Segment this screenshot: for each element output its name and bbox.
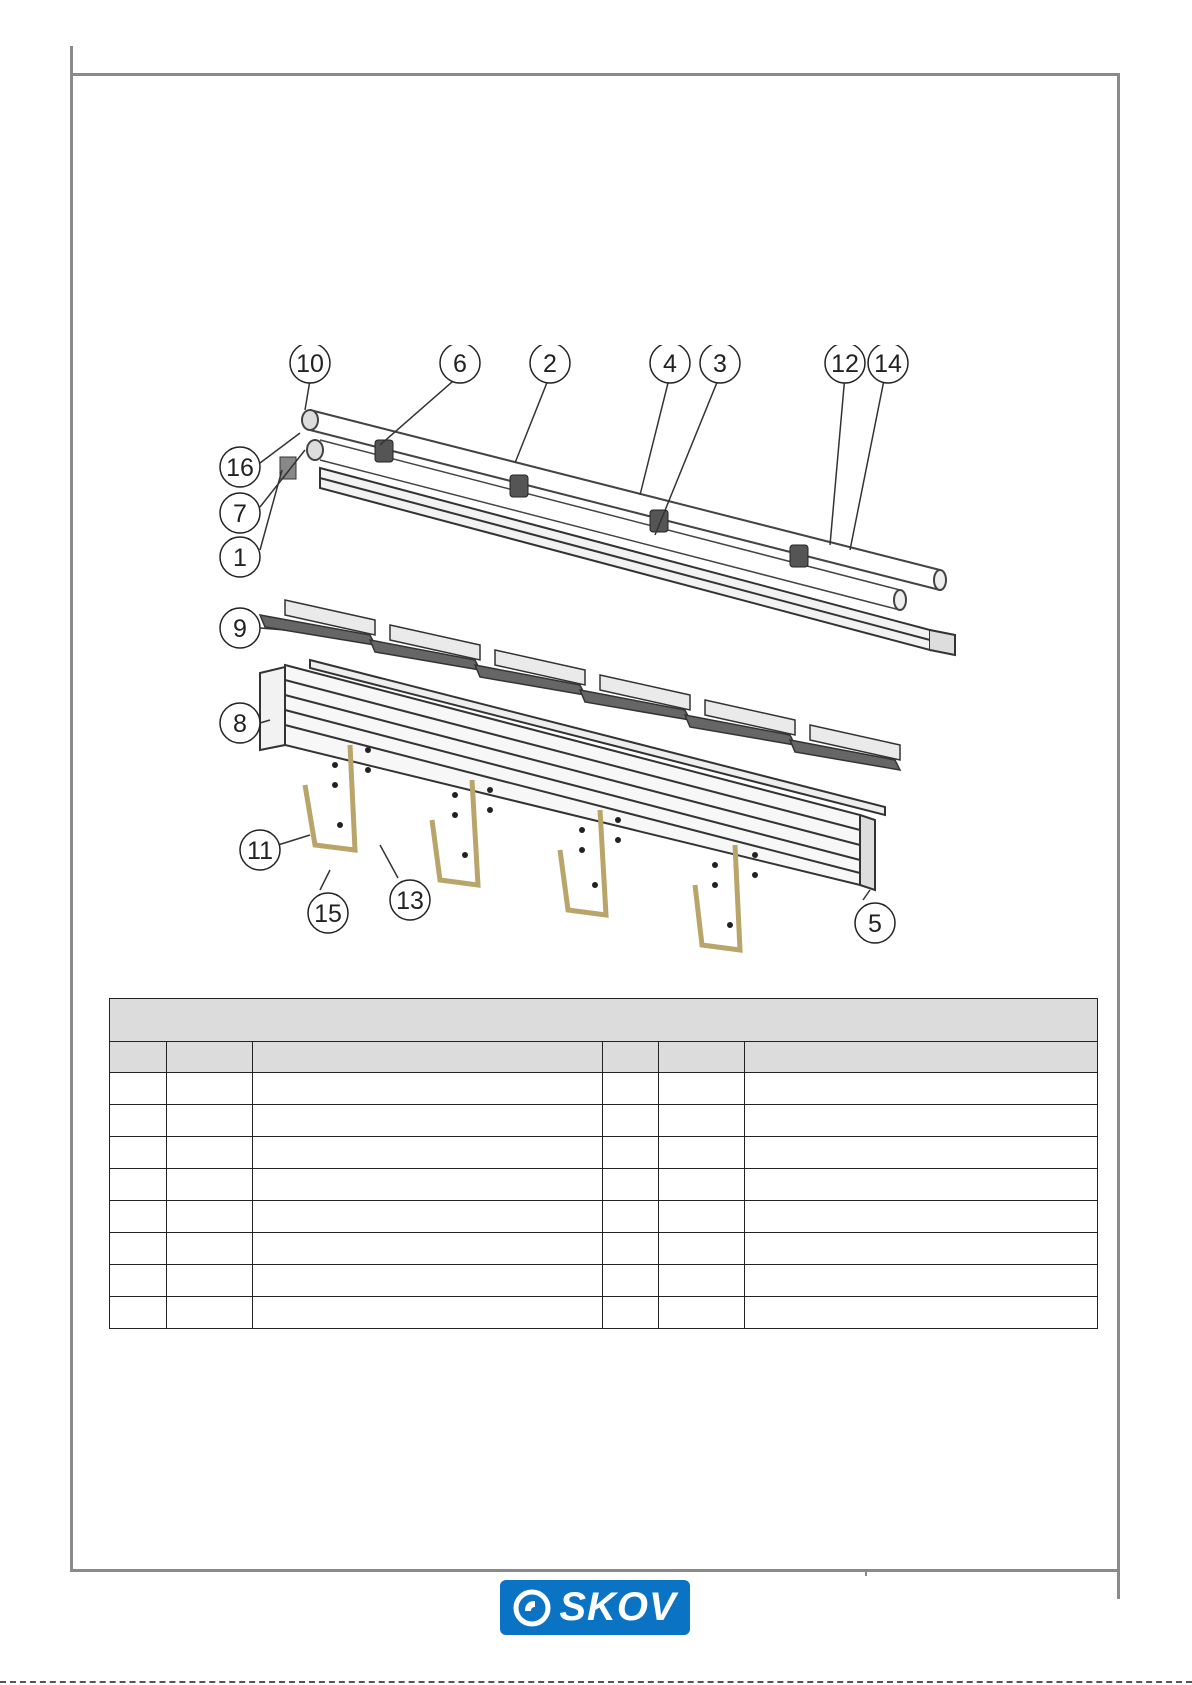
svg-text:1: 1 (233, 544, 247, 572)
table-cell (167, 1297, 253, 1329)
table-cell (603, 1201, 659, 1233)
table-cell (745, 1073, 1098, 1105)
header-cell (603, 1042, 659, 1073)
table-cell (745, 1105, 1098, 1137)
table-cell (167, 1233, 253, 1265)
table-row (110, 1169, 1098, 1201)
callout-4 (650, 345, 690, 383)
table-cell (745, 1297, 1098, 1329)
header-cell (745, 1042, 1098, 1073)
page-frame-right (1117, 73, 1120, 1571)
table-cell (167, 1137, 253, 1169)
table-cell (659, 1073, 745, 1105)
svg-text:9: 9 (233, 615, 247, 643)
exploded-assembly-diagram (210, 345, 970, 985)
table-cell (110, 1073, 167, 1105)
table-cell (745, 1201, 1098, 1233)
svg-text:10: 10 (296, 350, 324, 378)
table-cell (603, 1105, 659, 1137)
table-cell (745, 1137, 1098, 1169)
table-cell (167, 1169, 253, 1201)
svg-text:8: 8 (233, 710, 247, 738)
table-cell (110, 1137, 167, 1169)
svg-text:15: 15 (314, 900, 342, 928)
table-cell (603, 1169, 659, 1201)
page-cut-line (0, 1681, 1192, 1683)
callout-6 (440, 345, 480, 383)
table-title-row (110, 999, 1098, 1042)
table-row (110, 1201, 1098, 1233)
table-cell (659, 1201, 745, 1233)
svg-text:12: 12 (831, 350, 859, 378)
callout-8 (220, 703, 260, 743)
table-cell (110, 1201, 167, 1233)
table-row (110, 1105, 1098, 1137)
table-cell (745, 1265, 1098, 1297)
table-cell (110, 1265, 167, 1297)
table-cell (603, 1137, 659, 1169)
svg-text:16: 16 (226, 454, 254, 482)
svg-text:2: 2 (543, 350, 557, 378)
end-cap (280, 457, 296, 479)
table-cell (659, 1297, 745, 1329)
skov-logo (500, 1580, 690, 1635)
table-cell (110, 1169, 167, 1201)
table-cell (659, 1105, 745, 1137)
table-cell (253, 1297, 603, 1329)
table-cell (659, 1137, 745, 1169)
table-cell (167, 1073, 253, 1105)
page-frame-bottom (70, 1569, 1120, 1572)
table-cell (745, 1169, 1098, 1201)
skov-logo-icon (513, 1589, 551, 1627)
table-cell (659, 1233, 745, 1265)
table-cell (253, 1265, 603, 1297)
table-cell (603, 1073, 659, 1105)
table-cell (745, 1233, 1098, 1265)
callout-12 (825, 345, 865, 383)
svg-text:6: 6 (453, 350, 467, 378)
table-title-cell (110, 999, 1098, 1042)
end-plate (260, 667, 285, 750)
header-cell (659, 1042, 745, 1073)
table-cell (110, 1233, 167, 1265)
table-row (110, 1233, 1098, 1265)
table-cell (253, 1105, 603, 1137)
callout-10 (290, 345, 330, 383)
table-cell (253, 1201, 603, 1233)
header-cell (253, 1042, 603, 1073)
table-row (110, 1297, 1098, 1329)
trough-rail (320, 468, 955, 655)
page-frame-bottom-right (1117, 1569, 1120, 1599)
table-cell (659, 1169, 745, 1201)
table-cell (659, 1265, 745, 1297)
table-row (110, 1265, 1098, 1297)
page-frame-tick (865, 1569, 867, 1576)
page-frame-top-left (70, 46, 73, 76)
table-cell (253, 1137, 603, 1169)
header-cell (110, 1042, 167, 1073)
callout-9 (220, 608, 260, 648)
parts-table (109, 998, 1098, 1329)
table-cell (253, 1233, 603, 1265)
table-cell (167, 1105, 253, 1137)
callout-15 (308, 893, 348, 933)
callout-14 (868, 345, 908, 383)
table-cell (603, 1233, 659, 1265)
callout-11 (240, 830, 280, 870)
svg-text:7: 7 (233, 500, 247, 528)
callout-13 (390, 880, 430, 920)
callout-5 (855, 903, 895, 943)
page-frame-left (70, 73, 73, 1571)
upper-pipe-assembly (302, 410, 946, 610)
svg-text:5: 5 (868, 910, 882, 938)
svg-text:14: 14 (874, 350, 902, 378)
table-cell (253, 1073, 603, 1105)
table-header-row (110, 1042, 1098, 1073)
svg-text:11: 11 (247, 837, 273, 865)
header-cell (167, 1042, 253, 1073)
callout-3 (700, 345, 740, 383)
table-row (110, 1137, 1098, 1169)
svg-text:3: 3 (713, 350, 727, 378)
table-cell (253, 1169, 603, 1201)
table-cell (167, 1201, 253, 1233)
svg-text:13: 13 (396, 887, 424, 915)
table-cell (603, 1297, 659, 1329)
callout-16 (220, 447, 260, 487)
table-cell (167, 1265, 253, 1297)
table-cell (603, 1265, 659, 1297)
callout-1 (220, 537, 260, 577)
table-cell (110, 1297, 167, 1329)
page-frame-top (70, 73, 1120, 76)
brand-name: SKOV (559, 1585, 677, 1629)
table-row (110, 1073, 1098, 1105)
callout-7 (220, 493, 260, 533)
svg-text:4: 4 (663, 350, 677, 378)
callout-2 (530, 345, 570, 383)
table-cell (110, 1105, 167, 1137)
